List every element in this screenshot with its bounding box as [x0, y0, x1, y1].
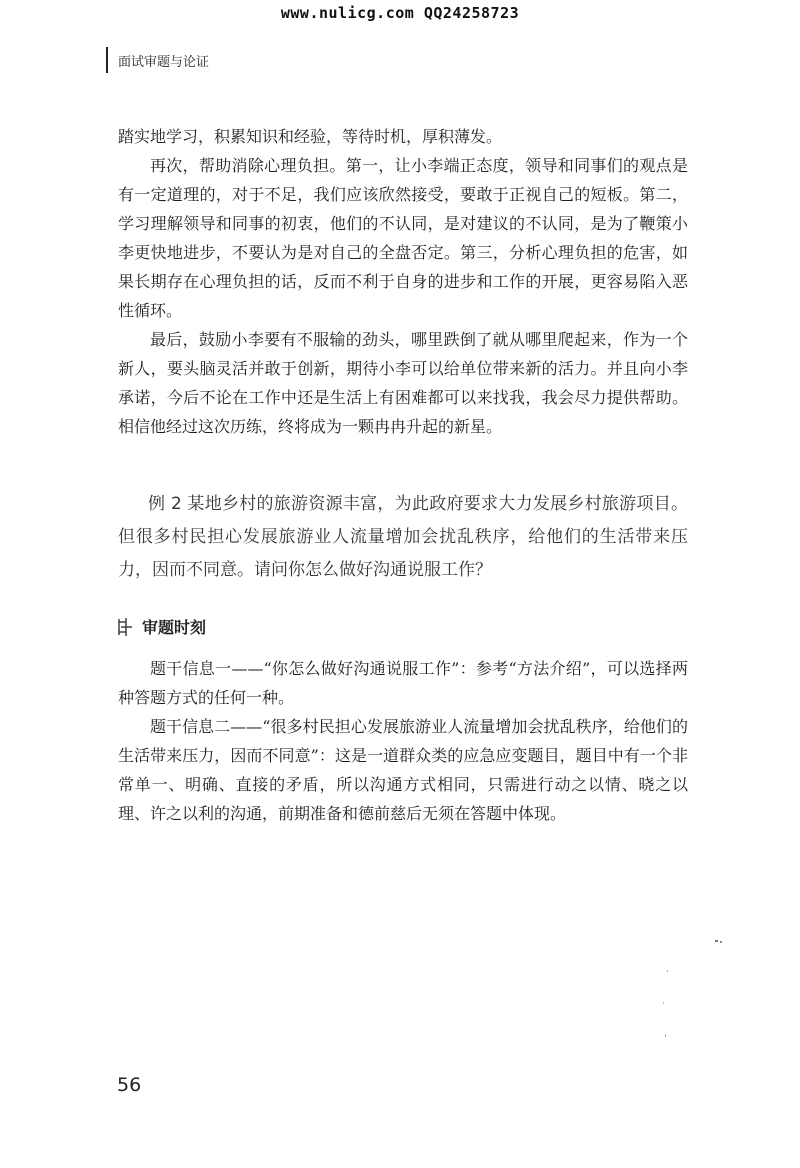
watermark: www.nulicg.com QQ24258723 [280, 4, 520, 22]
paragraph-info-one: 题干信息一——“你怎么做好沟通说服工作”：参考“方法介绍”，可以选择两种答题方式的任何一种。 [118, 659, 688, 707]
paragraph-again: 再次，帮助消除心理负担。第一，让小李端正态度，领导和同事们的观点是有一定道理的，对于不足，我们应该欣然接受，要敢于正视自己的短板。第二，学习理解领导和同事的初衷，他们的不认同，是对建议的不认同，是为了鞭策小李更快地进步，不要认为是对自己的全盘否定。第三，分析心理负担的危害，如果长期存在心理负担的话，反而不利于自身的进步和工作的开展，更容易陷入恶性循环。 [118, 156, 688, 320]
example-question: 例 2 某地乡村的旅游资源丰富，为此政府要求大力发展乡村旅游项目。但很多村民担心发展旅游业人流量增加会扰乱秩序，给他们的生活带来压力，因而不同意。请问你怎么做好沟通说服工作？ [118, 494, 688, 580]
section-marker-icon [118, 616, 134, 638]
running-head [106, 46, 209, 74]
body-text-top [118, 122, 688, 441]
section-heading [118, 615, 206, 638]
running-head-rule [106, 47, 108, 73]
scan-specks [655, 930, 735, 1050]
page-number: 56 [117, 1074, 142, 1096]
body-text-bottom [118, 654, 688, 828]
running-head-title: 面试审题与论证 [118, 54, 210, 70]
section-heading-text: 审题时刻 [142, 618, 207, 637]
paragraph-info-two: 题干信息二——“很多村民担心发展旅游业人流量增加会扰乱秩序，给他们的生活带来压力，因而不同意”：这是一道群众类的应急应变题目，题目中有一个非常单一、明确、直接的矛盾，所以沟通方式相同，只需进行动之以情、晓之以理、许之以利的沟通，前期准备和德前慈后无须在答题中体现。 [118, 717, 688, 823]
paragraph-continuation: 踏实地学习，积累知识和经验，等待时机，厚积薄发。 [118, 127, 503, 146]
paragraph-finally: 最后，鼓励小李要有不服输的劲头，哪里跌倒了就从哪里爬起来，作为一个新人，要头脑灵活并敢于创新，期待小李可以给单位带来新的活力。并且向小李承诺，今后不论在工作中还是生活上有困难都可以来找我，我会尽力提供帮助。相信他经过这次历练，终将成为一颗冉冉升起的新星。 [118, 330, 688, 436]
